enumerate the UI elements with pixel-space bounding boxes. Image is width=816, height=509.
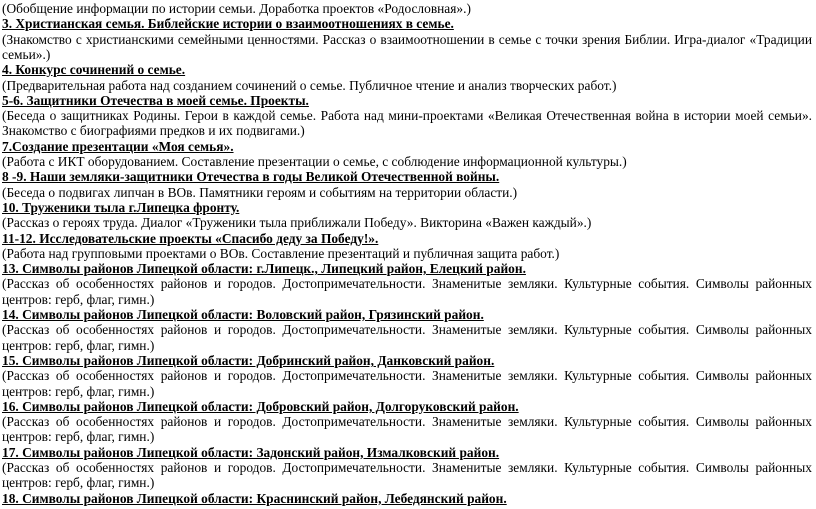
paragraph-line: (Обобщение информации по истории семьи. Доработка проектов «Родословная».)	[2, 1, 471, 16]
section-heading: 11-12. Исследовательские проекты «Спасибо деду за Победу!».	[2, 230, 379, 246]
paragraph-line: (Рассказ об особенностях районов и городов. Достопримечательности. Знаменитые земляки. Культурные события. Символы районных	[2, 460, 812, 475]
section-heading: 16. Символы районов Липецкой области: Добровский район, Долгоруковский район.	[2, 398, 519, 414]
paragraph-line: центров: герб, флаг, гимн.)	[2, 337, 155, 353]
section-heading: 5-6. Защитники Отечества в моей семье. Проекты.	[2, 92, 309, 108]
section-heading: 10. Труженики тыла г.Липецка фронту.	[2, 199, 240, 215]
section-heading: 17. Символы районов Липецкой области: Задонский район, Измалковский район.	[2, 444, 500, 460]
paragraph-line: центров: герб, флаг, гимн.)	[2, 429, 155, 445]
paragraph-line: центров: герб, флаг, гимн.)	[2, 291, 155, 307]
paragraph-line: центров: герб, флаг, гимн.)	[2, 383, 155, 399]
paragraph-line: (Работа с ИКТ оборудованием. Составление презентации о семье, с соблюдение информационной культуры.)	[2, 154, 627, 169]
paragraph-line: (Рассказ об особенностях районов и городов. Достопримечательности. Знаменитые земляки. Культурные события. Символы районных	[2, 276, 812, 292]
paragraph-line: (Рассказ об особенностях районов и городов. Достопримечательности. Знаменитые земляки. Культурные события. Символы районных	[2, 414, 812, 430]
paragraph-line: (Беседа о защитниках Родины. Герои в каждой семье. Работа над мини-проектами «Великая Отечественная война в истории моей семьи».	[2, 108, 812, 124]
paragraph-line: центров: герб, флаг, гимн.)	[2, 475, 155, 491]
section-heading: 3. Христианская семья. Библейские истории о взаимоотношениях в семье.	[2, 16, 454, 32]
paragraph-line: (Беседа о подвигах липчан в ВОв. Памятники героям и событиям на территории области.)	[2, 184, 518, 200]
paragraph-line: (Рассказ о героях труда. Диалог «Труженики тыла приближали Победу». Викторина «Важен каждый».)	[2, 215, 592, 231]
section-heading: 4. Конкурс сочинений о семье.	[2, 62, 186, 78]
paragraph-line: (Рассказ об особенностях районов и городов. Достопримечательности. Знаменитые земляки. Культурные события. Символы районных	[2, 368, 812, 384]
paragraph-line: (Знакомство с христианскими семейными ценностями. Рассказ о взаимоотношении в семье с точки зрения Библии. Игра-диалог «Традиции	[2, 31, 812, 47]
section-heading: 8 -9. Наши земляки-защитники Отечества в годы Великой Отечественной войны.	[2, 169, 500, 185]
paragraph-line: (Рассказ об особенностях районов и городов. Достопримечательности. Знаменитые земляки. Культурные события. Символы районных	[2, 322, 812, 338]
paragraph-line: Знакомство с биографиями предков и их подвигами.)	[2, 123, 305, 139]
section-heading: 7.Создание презентации «Моя семья».	[2, 138, 234, 154]
section-heading: 14. Символы районов Липецкой области: Воловский район, Грязинский район.	[2, 307, 484, 322]
section-heading: 18. Символы районов Липецкой области: Краснинский район, Лебедянский район.	[2, 490, 507, 506]
paragraph-line: семьи».)	[2, 46, 51, 62]
section-heading: 13. Символы районов Липецкой области: г.Липецк., Липецкий район, Елецкий район.	[2, 261, 526, 277]
paragraph-line: (Предварительная работа над созданием сочинений о семье. Публичное чтение и анализ творческих работ.)	[2, 77, 617, 93]
paragraph-line: (Работа над групповыми проектами о ВОв. Составление презентаций и публичная защита работ.)	[2, 245, 560, 261]
section-heading: 15. Символы районов Липецкой области: Добринский район, Данковский район.	[2, 352, 495, 368]
